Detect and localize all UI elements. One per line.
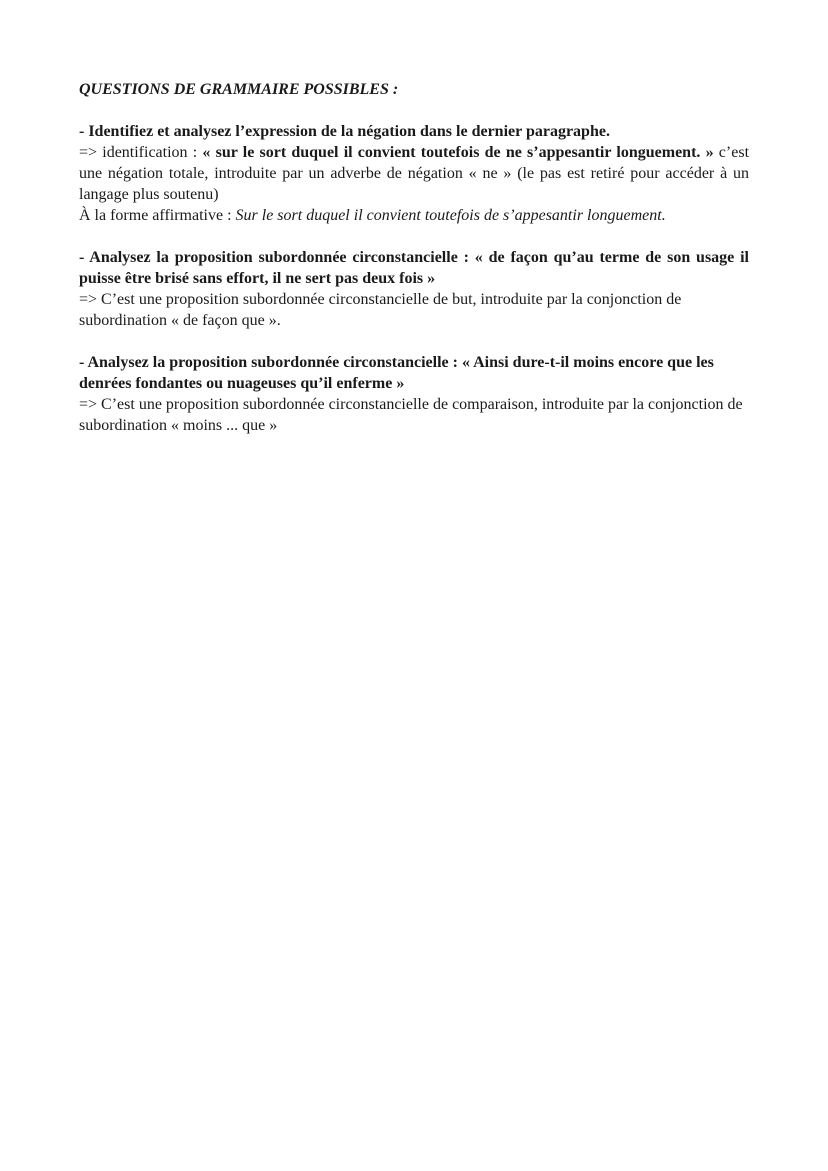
question-1-answer (79, 142, 749, 205)
answer-1-explanation: c’est une négation totale, introduite par un adverbe de négation « ne » (le pas est retiré pour accéder à un langage plus soutenu) (79, 144, 750, 203)
question-2-section (79, 247, 749, 331)
question-2-answer-line-1: => C’est une proposition subordonnée circonstancielle de but, introduite par la conjonction de (79, 291, 682, 308)
affirmative-label: À la forme affirmative : (79, 207, 236, 224)
question-3-answer: => C’est une proposition subordonnée circonstancielle de comparaison, introduite par la conjonction de subordination « moins ... que » (79, 396, 743, 434)
question-3-section (79, 352, 749, 436)
question-2: - Analysez la proposition subordonnée circonstancielle : « de façon qu’au terme de son usage il puisse être brisé sans effort, il ne sert pas deux fois » (79, 249, 749, 287)
document-page (79, 79, 749, 457)
affirmative-text: Sur le sort duquel il convient toutefois de s’appesantir longuement. (235, 207, 666, 224)
question-2-answer-line-2: subordination « de façon que ». (79, 312, 281, 329)
answer-1-prefix: => identification : (79, 144, 203, 161)
question-1-affirmative (79, 205, 749, 226)
question-1: - Identifiez et analysez l’expression de la négation dans le dernier paragraphe. (79, 123, 610, 140)
question-1-section (79, 121, 749, 226)
document-title: QUESTIONS DE GRAMMAIRE POSSIBLES : (79, 81, 399, 98)
question-3: - Analysez la proposition subordonnée circonstancielle : « Ainsi dure-t-il moins encore que les denrées fondantes ou nuageuses qu’il enferme » (79, 354, 714, 392)
answer-1-quote: « sur le sort duquel il convient toutefois de ne s’appesantir longuement. » (202, 144, 714, 161)
